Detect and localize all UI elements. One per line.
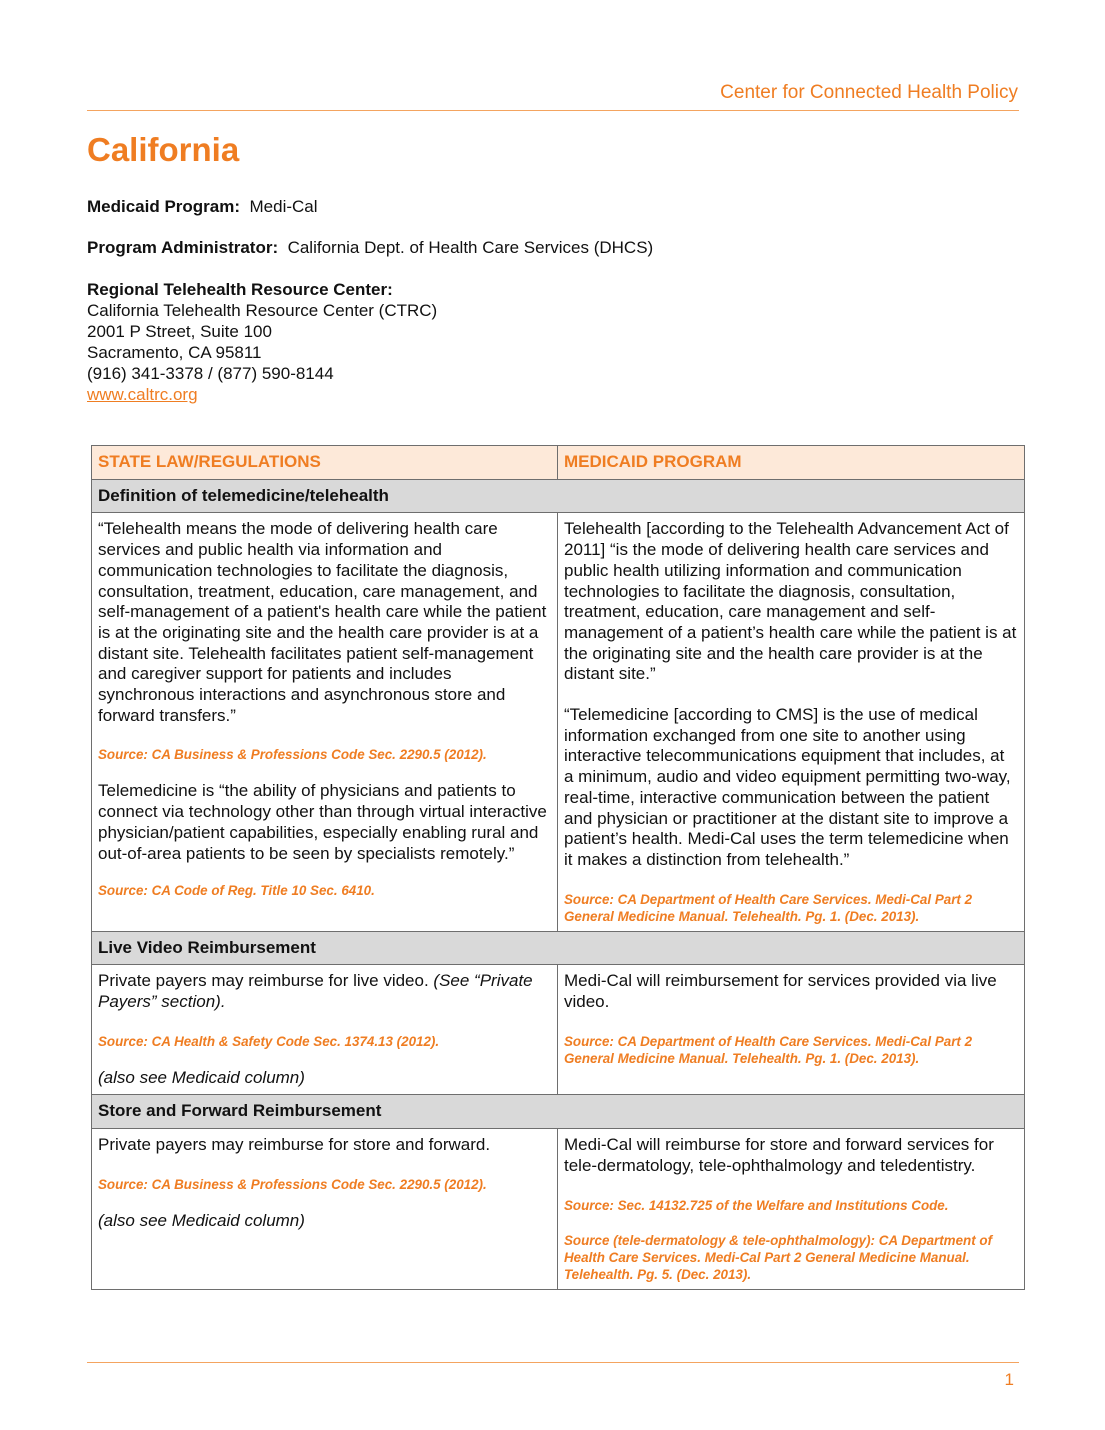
source-citation: Source: CA Department of Health Care Services. Medi-Cal Part 2 General Medicine Manual. Telehealth. Pg. 1. (Dec. 2013). — [564, 1033, 973, 1066]
medicaid-program-label: Medicaid Program: — [87, 197, 241, 216]
section-row — [92, 1095, 1025, 1129]
live-video-medicaid-cell — [558, 965, 1025, 1095]
table-header-row — [92, 446, 1025, 480]
section-title-definition: Definition of telemedicine/telehealth — [92, 479, 1025, 513]
section-title-live-video: Live Video Reimbursement — [92, 931, 1025, 965]
store-forward-state-law-cell — [92, 1129, 558, 1289]
section-row — [92, 479, 1025, 513]
page-number: 1 — [1004, 1370, 1014, 1389]
resource-center-city: Sacramento, CA 95811 — [87, 343, 262, 362]
administrator-value: California Dept. of Health Care Services (DHCS) — [287, 238, 654, 257]
store-forward-medicaid-text: Medi-Cal will reimburse for store and forward services for tele-dermatology, tele-ophthalmology and teledentistry. — [564, 1135, 994, 1175]
source-citation: Source: CA Code of Reg. Title 10 Sec. 6410. — [98, 883, 375, 899]
source-citation: Source: CA Health & Safety Code Sec. 1374.13 (2012). — [98, 1033, 440, 1049]
see-medicaid-note: (also see Medicaid column) — [98, 1210, 305, 1230]
definition-medicaid-cell — [558, 513, 1025, 931]
live-video-medicaid-text: Medi-Cal will reimbursement for services provided via live video. — [564, 971, 997, 1012]
see-medicaid-note: (also see Medicaid column) — [98, 1067, 305, 1087]
resource-center-website-link[interactable]: www.caltrc.org — [87, 385, 198, 404]
source-citation: Source: CA Business & Professions Code Sec. 2290.5 (2012). — [98, 747, 487, 763]
header-divider — [87, 110, 1019, 111]
resource-center-block — [87, 279, 437, 405]
medicaid-telemedicine-definition: “Telemedicine [according to CMS] is the use of medical information exchanged from one site to another using interactive telecommunications equipment that includes, at a minimum, audio and video equipment permitting two-way, real-time, interactive communication between the patient and physician or practitioner at the distant site to improve a patient’s health. Medi-Cal uses the term telemedicine when it makes a distinction from telehealth.” — [564, 705, 1011, 869]
column-header-medicaid: MEDICAID PROGRAM — [558, 446, 1025, 480]
source-citation: Source: CA Department of Health Care Services. Medi-Cal Part 2 General Medicine Manual. Telehealth. Pg. 1. (Dec. 2013). — [564, 891, 973, 924]
store-forward-medicaid-cell — [558, 1129, 1025, 1289]
policy-table — [91, 445, 1025, 1290]
private-payers-reference: (See “Private Payers” section). — [98, 971, 533, 1012]
definition-state-law-cell — [92, 513, 558, 931]
telehealth-definition-text: “Telehealth means the mode of delivering health care services and public health via information and communication technologies to facilitate the diagnosis, consultation, treatment, education, care management, and self-management of a patient's health care while the patient is at the originating site and the health care provider is at a distant site. Telehealth facilitates patient self-management and caregiver support for patients and includes synchronous interactions and asynchronous store and forward transfers.” — [98, 519, 547, 725]
telemedicine-definition-text: Telemedicine is “the ability of physicians and patients to connect via technology other than through virtual interactive physician/patient capabilities, especially enabling rural and out-of-area patients to be seen by specialists remotely.” — [98, 781, 547, 863]
medicaid-telehealth-definition: Telehealth [according to the Telehealth Advancement Act of 2011] “is the mode of delivering health care services and public health utilizing information and communication technologies to facilitate the diagnosis, consultation, treatment, education, care management and self-management of a patient’s health care while the patient is at the originating site and the health care provider is at the distant site.” — [564, 519, 1017, 684]
live-video-private-payers-text: Private payers may reimburse for live video. (See “Private Payers” section). — [98, 971, 533, 1012]
live-video-state-law-cell — [92, 965, 558, 1095]
page-title: California — [87, 131, 240, 168]
column-header-state-law: STATE LAW/REGULATIONS — [92, 446, 558, 480]
section-row — [92, 931, 1025, 965]
source-citation: Source (tele-dermatology & tele-ophthalmology): CA Department of Health Care Services. Medi-Cal Part 2 General Medicine Manual. Telehealth. Pg. 5. (Dec. 2013). — [564, 1232, 993, 1282]
footer-divider — [87, 1362, 1019, 1363]
medicaid-program-value: Medi-Cal — [249, 197, 318, 216]
source-citation: Source: CA Business & Professions Code Sec. 2290.5 (2012). — [98, 1176, 487, 1192]
table-row — [92, 513, 1025, 931]
store-forward-private-payers-text: Private payers may reimburse for store and forward. — [98, 1135, 491, 1155]
source-citation: Source: Sec. 14132.725 of the Welfare and Institutions Code. — [564, 1197, 949, 1213]
section-title-store-forward: Store and Forward Reimbursement — [92, 1095, 1025, 1129]
resource-center-label: Regional Telehealth Resource Center: — [87, 280, 393, 299]
table-row — [92, 1129, 1025, 1289]
resource-center-name: California Telehealth Resource Center (CTRC) — [87, 301, 438, 320]
resource-center-phone: (916) 341-3378 / (877) 590-8144 — [87, 364, 334, 383]
administrator-label: Program Administrator: — [87, 238, 279, 257]
resource-center-street: 2001 P Street, Suite 100 — [87, 322, 272, 341]
medicaid-program-line — [87, 196, 318, 217]
header-organization: Center for Connected Health Policy — [720, 82, 1018, 103]
table-row — [92, 965, 1025, 1095]
administrator-line — [87, 237, 653, 258]
